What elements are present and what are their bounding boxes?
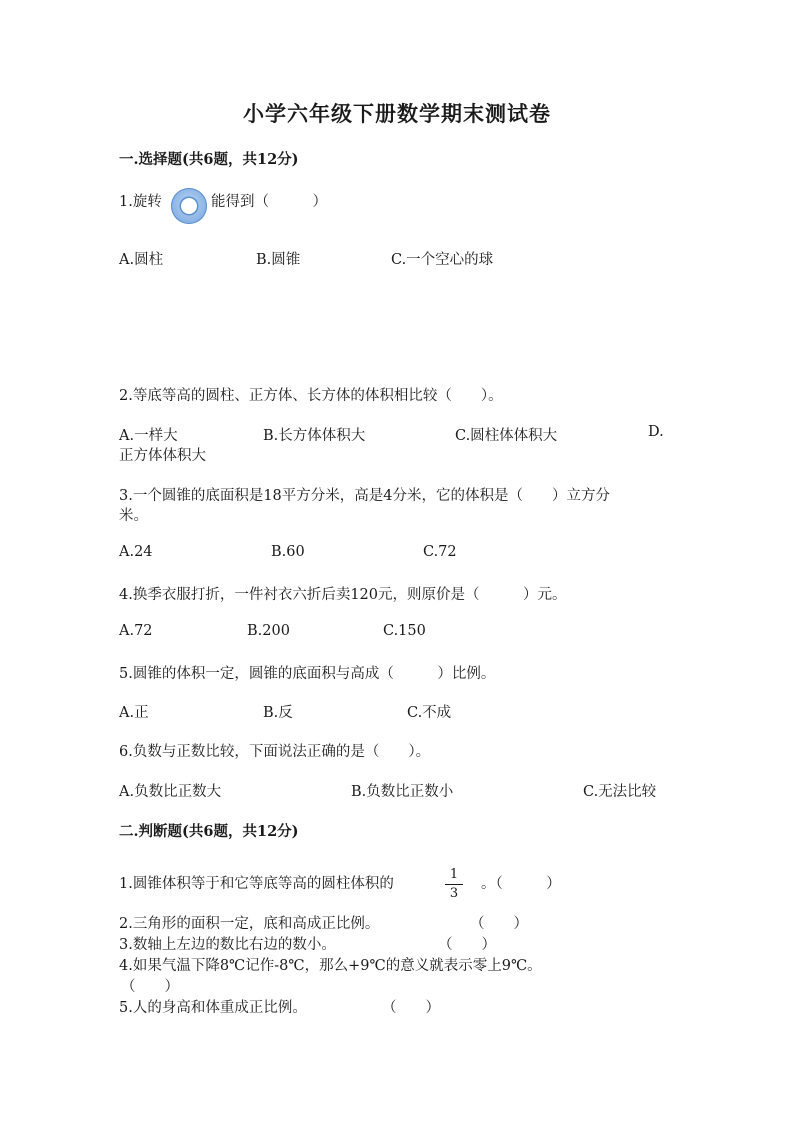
judge-4: 4.如果气温下降8℃记作-8℃，那么+9℃的意义就表示零上9℃。 <box>119 958 542 974</box>
question-1-prefix: 1.旋转 <box>119 194 162 210</box>
q3-option-c[interactable]: C.72 <box>423 544 457 560</box>
q3-option-a[interactable]: A.24 <box>119 544 153 560</box>
judge-2: 2.三角形的面积一定，底和高成正比例。 <box>119 916 380 932</box>
section-heading-judge: 二.判断题(共6题，共12分) <box>119 823 299 840</box>
q4-option-a[interactable]: A.72 <box>119 623 153 639</box>
question-5: 5.圆锥的体积一定，圆锥的底面积与高成（ ）比例。 <box>119 666 496 682</box>
page-title: 小学六年级下册数学期末测试卷 <box>243 101 551 126</box>
q2-option-c[interactable]: C.圆柱体体积大 <box>455 428 558 444</box>
judge-2-answer[interactable]: （ ） <box>470 916 528 932</box>
q5-option-b[interactable]: B.反 <box>263 705 293 721</box>
judge-1-prefix: 1.圆锥体积等于和它等底等高的圆柱体积的 <box>119 876 394 892</box>
judge-5-answer[interactable]: （ ） <box>382 1000 440 1016</box>
fraction-denominator: 3 <box>449 886 459 901</box>
question-4: 4.换季衣服打折，一件衬衣六折后卖120元，则原价是（ ）元。 <box>119 587 567 603</box>
judge-4-answer[interactable]: （ ） <box>121 979 179 995</box>
judge-1-suffix: 。（ ） <box>481 876 561 892</box>
question-6: 6.负数与正数比较，下面说法正确的是（ ）。 <box>119 744 431 760</box>
question-3-line2: 米。 <box>119 508 148 524</box>
fraction-one-third <box>445 868 463 901</box>
q5-option-a[interactable]: A.正 <box>119 705 149 721</box>
q6-option-a[interactable]: A.负数比正数大 <box>119 784 222 800</box>
q2-option-d-text: 正方体体积大 <box>119 448 206 464</box>
judge-3: 3.数轴上左边的数比右边的数小。 <box>119 937 336 953</box>
q2-option-b[interactable]: B.长方体体积大 <box>263 428 366 444</box>
question-3-line1: 3.一个圆锥的底面积是18平方分米，高是4分米，它的体积是（ ）立方分 <box>119 488 611 504</box>
question-1-suffix: 能得到（ ） <box>211 194 327 210</box>
q2-option-a[interactable]: A.一样大 <box>119 428 178 444</box>
ring-icon <box>171 188 207 224</box>
q2-option-d[interactable]: D. <box>648 424 664 440</box>
section-heading-choice: 一.选择题(共6题，共12分) <box>119 151 299 168</box>
q5-option-c[interactable]: C.不成 <box>407 705 452 721</box>
q1-option-b[interactable]: B.圆锥 <box>256 252 301 268</box>
judge-5: 5.人的身高和体重成正比例。 <box>119 1000 307 1016</box>
q1-option-c[interactable]: C.一个空心的球 <box>391 252 494 268</box>
q4-option-c[interactable]: C.150 <box>383 623 426 639</box>
fraction-numerator: 1 <box>449 867 459 882</box>
fraction-bar <box>445 884 463 885</box>
q6-option-b[interactable]: B.负数比正数小 <box>351 784 454 800</box>
q3-option-b[interactable]: B.60 <box>271 544 305 560</box>
q4-option-b[interactable]: B.200 <box>247 623 290 639</box>
judge-3-answer[interactable]: （ ） <box>438 937 496 953</box>
question-2: 2.等底等高的圆柱、正方体、长方体的体积相比较（ ）。 <box>119 388 503 404</box>
q1-option-a[interactable]: A.圆柱 <box>119 252 164 268</box>
q6-option-c[interactable]: C.无法比较 <box>583 784 657 800</box>
